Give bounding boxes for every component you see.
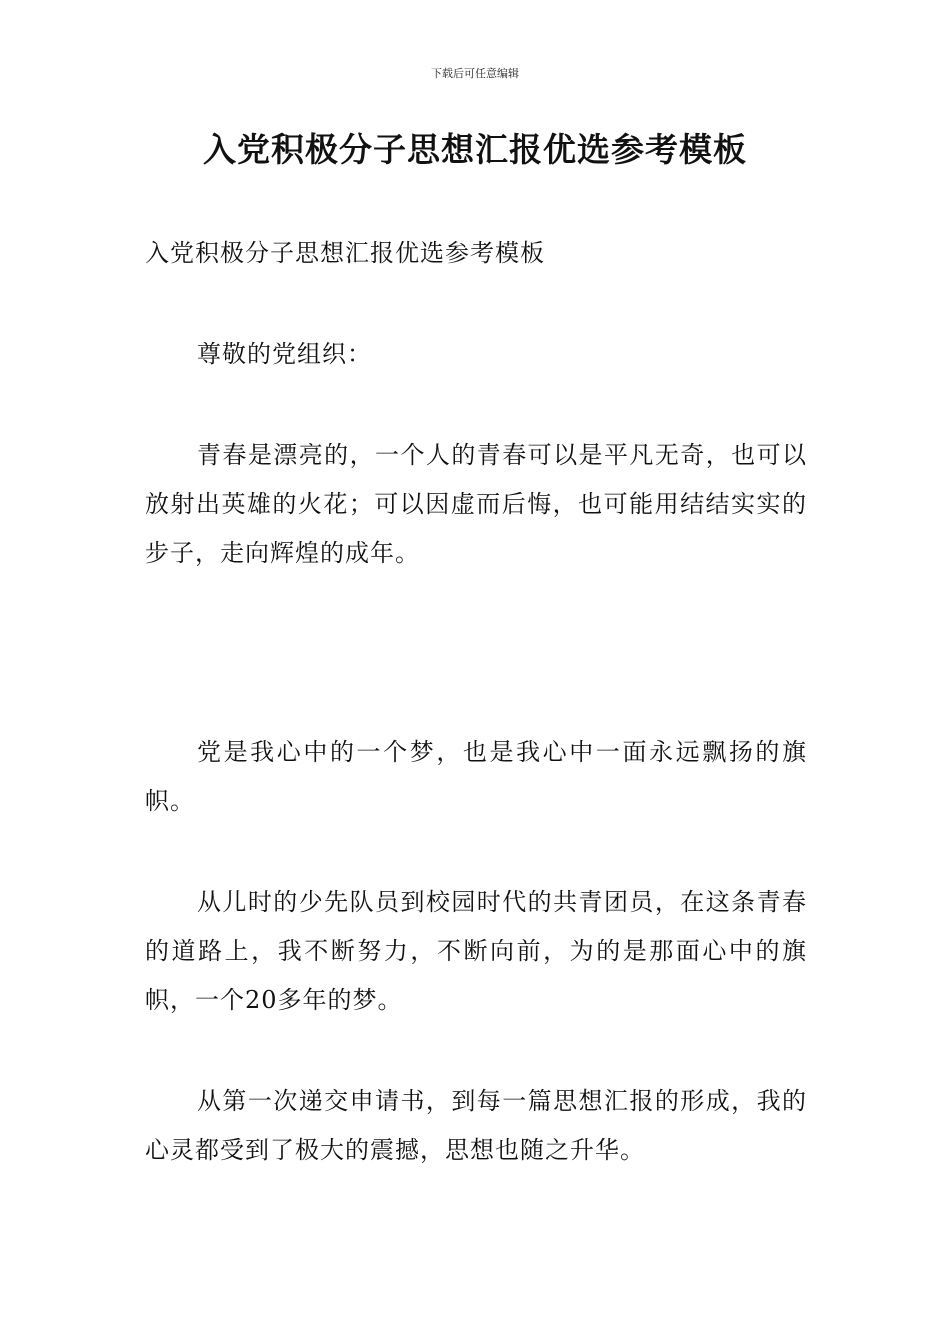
paragraph: 从儿时的少先队员到校园时代的共青团员，在这条青春的道路上，我不断努力，不断向前，为的是那面心中的旗帜，一个20多年的梦。 <box>145 888 807 1014</box>
header-note: 下载后可任意编辑 <box>431 67 519 80</box>
document-title: 入党积极分子思想汇报优选参考模板 <box>203 130 747 169</box>
salutation: 尊敬的党组织： <box>197 340 372 368</box>
paragraph: 从第一次递交申请书，到每一篇思想汇报的形成，我的心灵都受到了极大的震撼，思想也随之升华。 <box>145 1087 807 1164</box>
paragraph: 党是我心中的一个梦，也是我心中一面永远飘扬的旗帜。 <box>145 738 807 815</box>
document-subtitle: 入党积极分子思想汇报优选参考模板 <box>145 239 545 267</box>
paragraph: 青春是漂亮的，一个人的青春可以是平凡无奇，也可以放射出英雄的火花；可以因虚而后悔，也可能用结结实实的步子，走向辉煌的成年。 <box>145 441 807 567</box>
document-body <box>145 229 807 1227</box>
